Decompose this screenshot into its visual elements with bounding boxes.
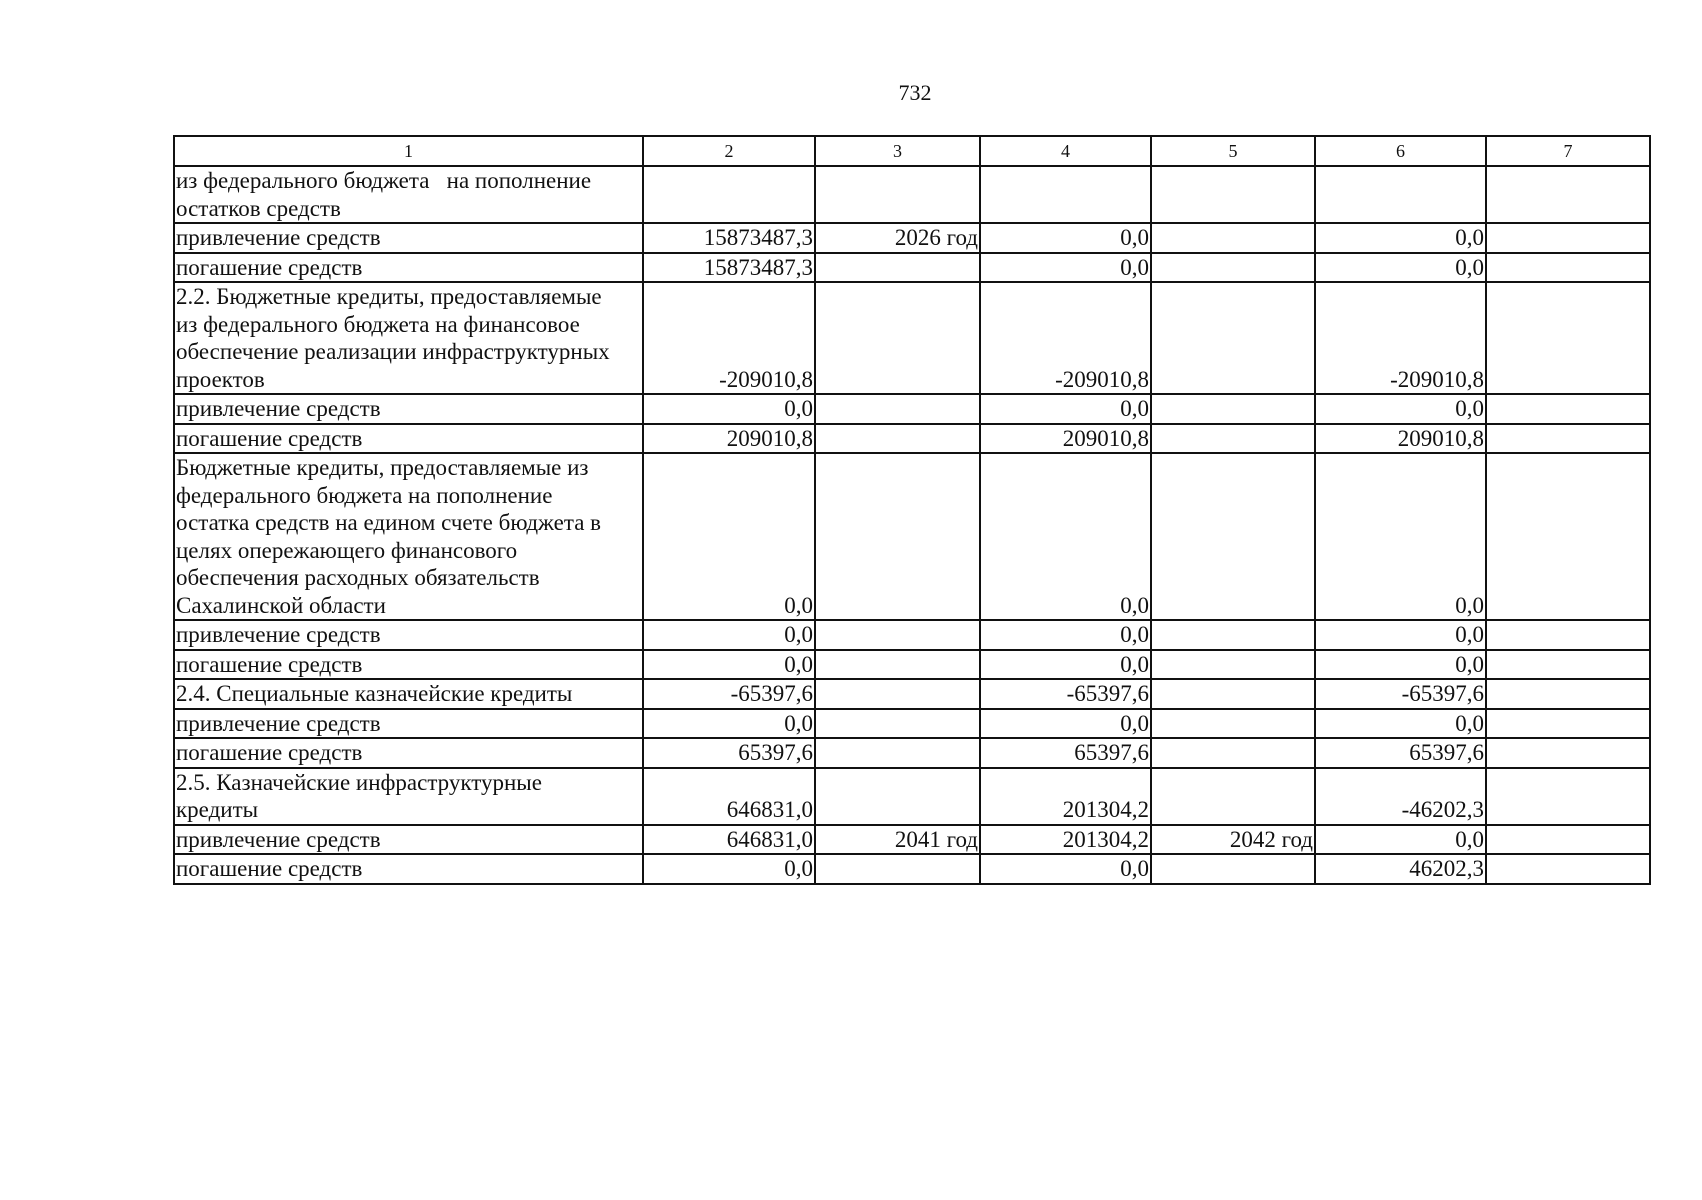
cell-col5 <box>1151 282 1315 394</box>
cell-col3 <box>815 854 980 884</box>
cell-col2: -209010,8 <box>643 282 815 394</box>
row-label: погашение средств <box>174 424 643 454</box>
cell-col7 <box>1486 166 1650 223</box>
row-label: Бюджетные кредиты, предоставляемые из федерального бюджета на пополнение остатка средств на едином счете бюджета в целях опережающего финансового обеспечения расходных обязательств Сахалинской области <box>174 453 643 620</box>
cell-col4: 0,0 <box>980 854 1151 884</box>
column-header: 7 <box>1486 136 1650 166</box>
cell-col3 <box>815 394 980 424</box>
cell-col3 <box>815 768 980 825</box>
cell-col6: -46202,3 <box>1315 768 1486 825</box>
row-label: погашение средств <box>174 253 643 283</box>
column-header: 1 <box>174 136 643 166</box>
row-label: привлечение средств <box>174 620 643 650</box>
table-row <box>174 253 1650 283</box>
cell-col4: 0,0 <box>980 620 1151 650</box>
cell-col4: 0,0 <box>980 650 1151 680</box>
cell-col3: 2026 год <box>815 223 980 253</box>
cell-col4: -65397,6 <box>980 679 1151 709</box>
cell-col5 <box>1151 709 1315 739</box>
table-row <box>174 679 1650 709</box>
cell-col6: 0,0 <box>1315 223 1486 253</box>
cell-col7 <box>1486 282 1650 394</box>
table-row <box>174 825 1650 855</box>
cell-col6: 0,0 <box>1315 709 1486 739</box>
cell-col4: 201304,2 <box>980 825 1151 855</box>
cell-col2 <box>643 166 815 223</box>
cell-col3 <box>815 253 980 283</box>
cell-col5 <box>1151 738 1315 768</box>
cell-col3 <box>815 166 980 223</box>
cell-col5 <box>1151 854 1315 884</box>
row-label: 2.5. Казначейские инфраструктурные кредиты <box>174 768 643 825</box>
cell-col3 <box>815 709 980 739</box>
cell-col2: 15873487,3 <box>643 223 815 253</box>
cell-col4: 0,0 <box>980 223 1151 253</box>
column-header: 4 <box>980 136 1151 166</box>
column-header: 2 <box>643 136 815 166</box>
table-row <box>174 768 1650 825</box>
cell-col2: 0,0 <box>643 650 815 680</box>
cell-col7 <box>1486 709 1650 739</box>
cell-col5 <box>1151 620 1315 650</box>
cell-col3 <box>815 650 980 680</box>
table-row <box>174 650 1650 680</box>
cell-col2: 0,0 <box>643 394 815 424</box>
cell-col2: 0,0 <box>643 709 815 739</box>
cell-col6: 0,0 <box>1315 453 1486 620</box>
row-label: привлечение средств <box>174 394 643 424</box>
cell-col7 <box>1486 825 1650 855</box>
cell-col6: -65397,6 <box>1315 679 1486 709</box>
page-number: 732 <box>898 80 932 105</box>
cell-col6: 0,0 <box>1315 253 1486 283</box>
cell-col2: 0,0 <box>643 854 815 884</box>
cell-col6 <box>1315 166 1486 223</box>
cell-col6: -209010,8 <box>1315 282 1486 394</box>
cell-col5 <box>1151 424 1315 454</box>
cell-col4 <box>980 166 1151 223</box>
cell-col2: -65397,6 <box>643 679 815 709</box>
cell-col6: 0,0 <box>1315 620 1486 650</box>
cell-col2: 0,0 <box>643 620 815 650</box>
cell-col4: 201304,2 <box>980 768 1151 825</box>
table-row <box>174 282 1650 394</box>
table-row <box>174 166 1650 223</box>
row-label: погашение средств <box>174 738 643 768</box>
budget-table <box>173 135 1651 885</box>
row-label: из федерального бюджета на пополнение остатков средств <box>174 166 643 223</box>
cell-col4: 0,0 <box>980 394 1151 424</box>
cell-col7 <box>1486 394 1650 424</box>
cell-col3 <box>815 453 980 620</box>
table-row <box>174 394 1650 424</box>
cell-col5 <box>1151 394 1315 424</box>
row-label: погашение средств <box>174 650 643 680</box>
cell-col5 <box>1151 253 1315 283</box>
cell-col2: 0,0 <box>643 453 815 620</box>
column-number-row <box>174 136 1650 166</box>
cell-col4: 65397,6 <box>980 738 1151 768</box>
cell-col2: 646831,0 <box>643 825 815 855</box>
cell-col5 <box>1151 679 1315 709</box>
cell-col7 <box>1486 453 1650 620</box>
cell-col5 <box>1151 650 1315 680</box>
table-row <box>174 620 1650 650</box>
column-header: 3 <box>815 136 980 166</box>
cell-col3 <box>815 738 980 768</box>
cell-col7 <box>1486 679 1650 709</box>
cell-col6: 209010,8 <box>1315 424 1486 454</box>
table-row <box>174 223 1650 253</box>
cell-col3 <box>815 679 980 709</box>
cell-col4: -209010,8 <box>980 282 1151 394</box>
cell-col6: 46202,3 <box>1315 854 1486 884</box>
cell-col7 <box>1486 223 1650 253</box>
cell-col5 <box>1151 453 1315 620</box>
cell-col7 <box>1486 738 1650 768</box>
cell-col5 <box>1151 223 1315 253</box>
cell-col6: 0,0 <box>1315 825 1486 855</box>
cell-col5: 2042 год <box>1151 825 1315 855</box>
cell-col5 <box>1151 768 1315 825</box>
cell-col7 <box>1486 768 1650 825</box>
cell-col4: 0,0 <box>980 453 1151 620</box>
table-row <box>174 453 1650 620</box>
cell-col7 <box>1486 854 1650 884</box>
table-row <box>174 854 1650 884</box>
row-label: 2.4. Специальные казначейские кредиты <box>174 679 643 709</box>
table-row <box>174 424 1650 454</box>
cell-col4: 0,0 <box>980 709 1151 739</box>
cell-col3 <box>815 424 980 454</box>
cell-col6: 0,0 <box>1315 394 1486 424</box>
cell-col2: 646831,0 <box>643 768 815 825</box>
cell-col7 <box>1486 424 1650 454</box>
row-label: привлечение средств <box>174 825 643 855</box>
row-label: привлечение средств <box>174 223 643 253</box>
cell-col4: 0,0 <box>980 253 1151 283</box>
cell-col6: 0,0 <box>1315 650 1486 680</box>
cell-col5 <box>1151 166 1315 223</box>
row-label: привлечение средств <box>174 709 643 739</box>
cell-col6: 65397,6 <box>1315 738 1486 768</box>
cell-col3 <box>815 282 980 394</box>
cell-col3: 2041 год <box>815 825 980 855</box>
row-label: 2.2. Бюджетные кредиты, предоставляемые из федерального бюджета на финансовое обеспечение реализации инфраструктурных проектов <box>174 282 643 394</box>
cell-col3 <box>815 620 980 650</box>
cell-col7 <box>1486 650 1650 680</box>
cell-col2: 209010,8 <box>643 424 815 454</box>
column-header: 5 <box>1151 136 1315 166</box>
cell-col7 <box>1486 620 1650 650</box>
cell-col7 <box>1486 253 1650 283</box>
cell-col2: 15873487,3 <box>643 253 815 283</box>
cell-col4: 209010,8 <box>980 424 1151 454</box>
table-row <box>174 709 1650 739</box>
table-row <box>174 738 1650 768</box>
cell-col2: 65397,6 <box>643 738 815 768</box>
row-label: погашение средств <box>174 854 643 884</box>
column-header: 6 <box>1315 136 1486 166</box>
